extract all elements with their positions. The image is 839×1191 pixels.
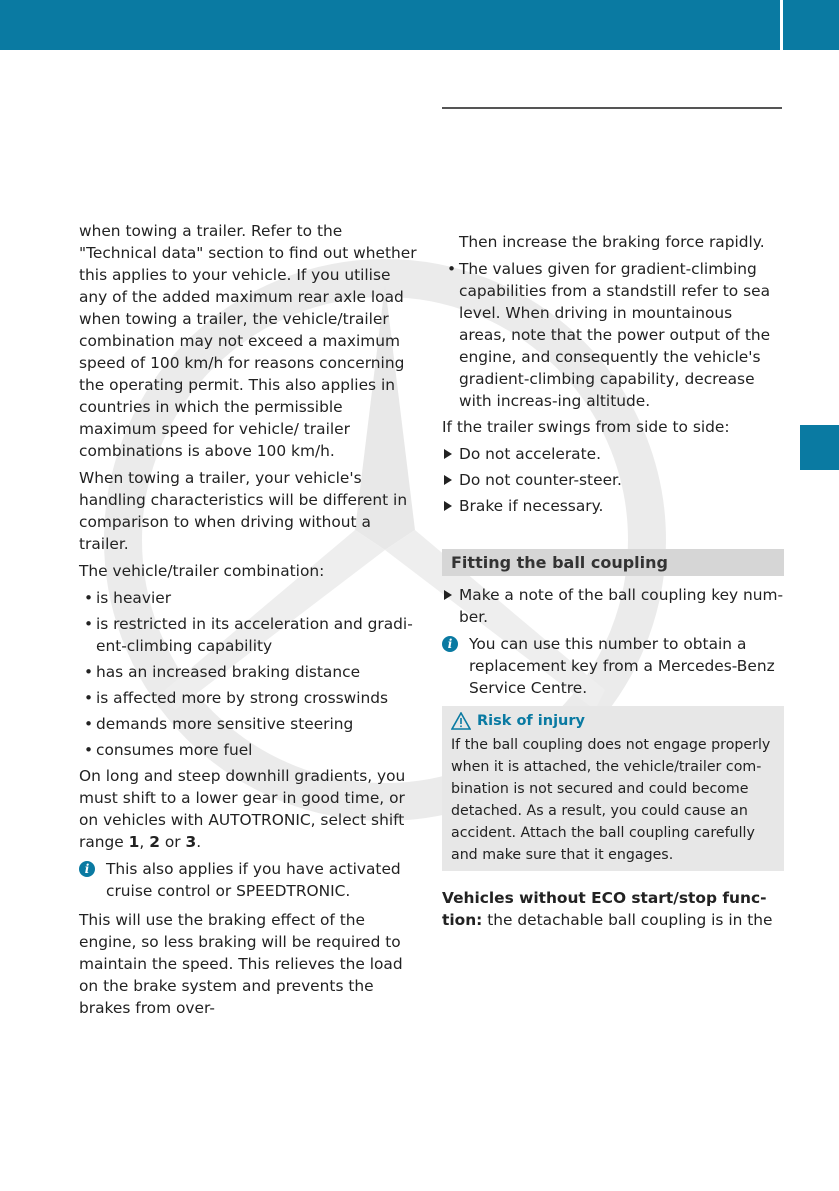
- gradients-text: On long and steep downhill gradients, you must shift to a lower gear in good time, or on vehicles with AUTOTRONIC, select shift range: [79, 767, 406, 851]
- list-item: • consumes more fuel: [79, 739, 421, 761]
- list-item: • demands more sensitive steering: [79, 713, 421, 735]
- continuation-text: Then increase the braking force rapidly.: [459, 233, 765, 251]
- swing-steps: [442, 443, 784, 517]
- key-steps: [442, 584, 784, 628]
- list-item: • is restricted in its acceleration and gradi-ent-climbing capability: [79, 613, 421, 657]
- key-info-text: You can use this number to obtain a replacement key from a Mercedes-Benz Service Centre.: [469, 635, 775, 697]
- left-column: [79, 220, 421, 1024]
- gradient-note-list: [442, 258, 784, 412]
- range-separator: ,: [139, 833, 145, 851]
- range-end: .: [196, 833, 202, 851]
- swing-label: If the trailer swings from side to side:: [442, 418, 730, 436]
- warning-text: If the ball coupling does not engage properly when it is attached, the vehicle/trailer com-bination is not secured and could become detached. As a result, you could cause an accident. Attach the ball coupling carefully and make sure that it engages.: [451, 737, 771, 863]
- chapter-tab: [800, 425, 839, 470]
- list-item: • has an increased braking distance: [79, 661, 421, 683]
- range-or: or: [164, 833, 181, 851]
- header-rule: [442, 107, 782, 109]
- step-item: Brake if necessary.: [442, 495, 784, 517]
- handling-text: When towing a trailer, your vehicle's handling characteristics will be different in comparison to when driving without a trailer.: [79, 469, 408, 553]
- braking-text: This will use the braking effect of the engine, so less braking will be required to maintain the speed. This relieves the load on the brake system and prevents the brakes from over-: [79, 911, 403, 1017]
- right-column: [442, 231, 784, 936]
- step-item: Do not counter-steer.: [442, 469, 784, 491]
- shift-range-2: 2: [149, 833, 160, 851]
- header-bar-tab: [783, 0, 839, 50]
- combination-list: [79, 587, 421, 761]
- trailer-intro-text: when towing a trailer. Refer to the "Technical data" section to find out whether this applies to your vehicle. If you utilise any of the added maximum rear axle load when towing a trailer, the vehicle/trailer combination may not exceed a maximum speed of 100 km/h for reasons concerning the operating permit. This also applies in countries in which the permissible maximum speed for vehicle/ trailer combinations is above 100 km/h.: [79, 222, 417, 460]
- shift-range-1: 1: [128, 833, 140, 851]
- info-note-text: This also applies if you have activated cruise control or SPEEDTRONIC.: [106, 860, 401, 900]
- warning-box: [442, 706, 784, 871]
- step-item: Make a note of the ball coupling key num-ber.: [442, 584, 784, 628]
- key-info-note: [442, 633, 784, 699]
- shift-range-3: 3: [185, 833, 197, 851]
- info-note: [79, 858, 421, 902]
- list-item: • is affected more by strong crosswinds: [79, 687, 421, 709]
- header-bar: [0, 0, 780, 50]
- step-item: Do not accelerate.: [442, 443, 784, 465]
- warning-header: [451, 710, 775, 732]
- list-item: • The values given for gradient-climbing capabilities from a standstill refer to sea level. When driving in mountainous areas, note that the power output of the engine, and consequently the vehicle's gradient-climbing capability, decrease with increas-ing altitude.: [442, 258, 784, 412]
- warning-title: Risk of injury: [477, 713, 585, 729]
- eco-heading: Vehicles without ECO start/stop func-tion:: [442, 889, 767, 929]
- combination-label: The vehicle/trailer combination:: [79, 562, 325, 580]
- info-icon: i: [442, 636, 458, 652]
- list-item: • is heavier: [79, 587, 421, 609]
- info-icon: i: [79, 861, 95, 877]
- section-title: Fitting the ball coupling: [442, 549, 784, 576]
- warning-triangle-icon: [451, 712, 471, 730]
- eco-text: the detachable ball coupling is in the: [487, 911, 773, 929]
- eco-paragraph: [442, 887, 784, 931]
- gradients-paragraph: [79, 765, 421, 853]
